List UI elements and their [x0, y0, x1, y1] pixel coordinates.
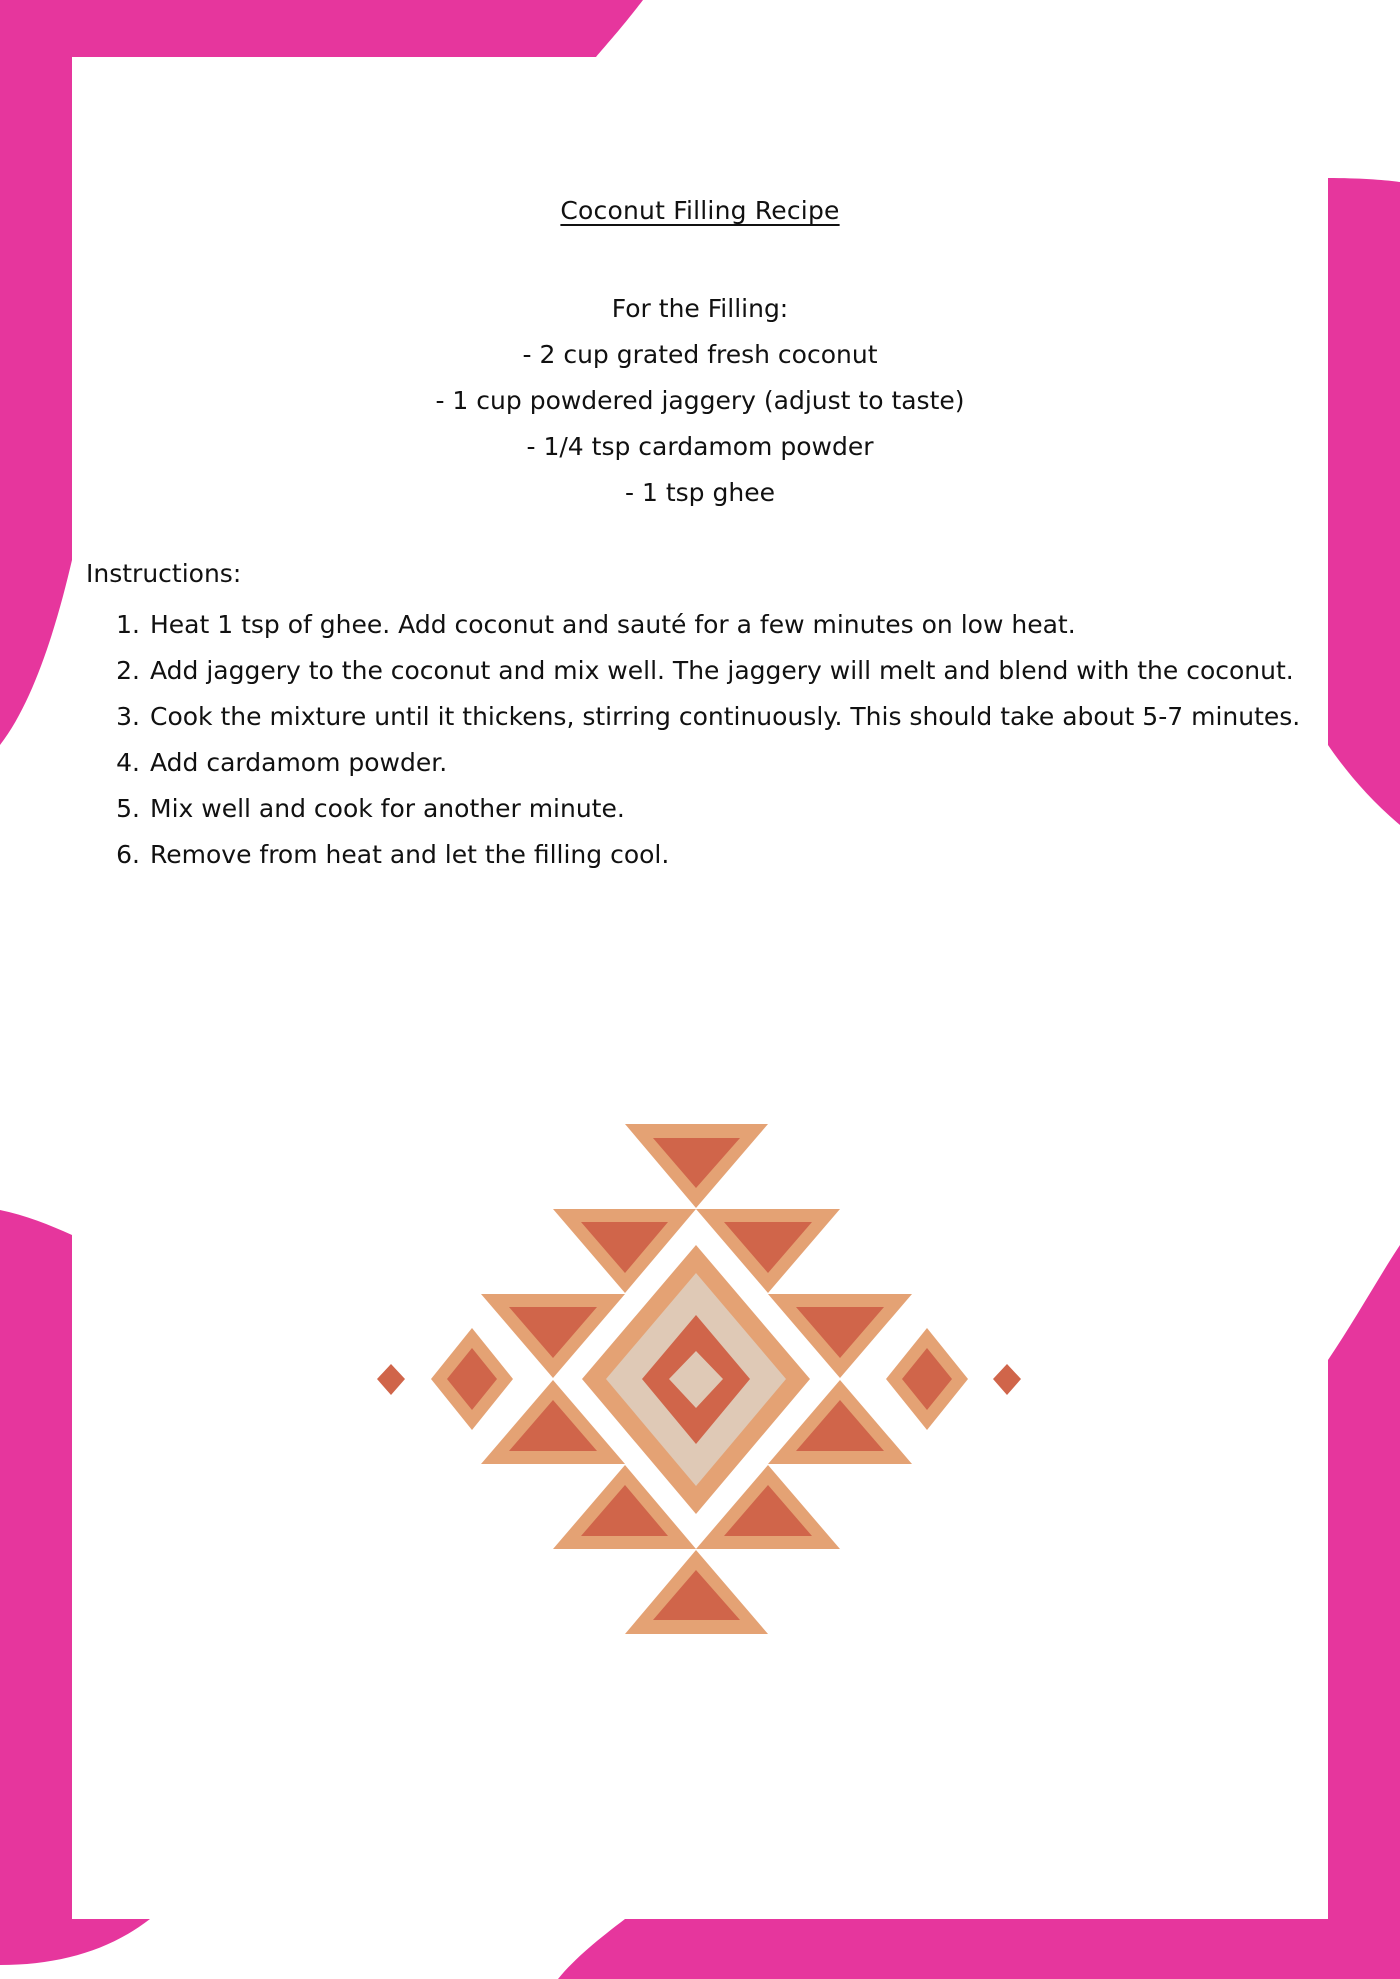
filling-heading: For the Filling: [611, 294, 789, 323]
instructions-list [110, 602, 1300, 878]
instruction-step [110, 740, 1300, 786]
instruction-step [110, 786, 1300, 832]
ingredient-item: - 1 cup powdered jaggery (adjust to taste) [435, 386, 965, 415]
step-text: Remove from heat and let the filling cool. [150, 840, 670, 869]
instruction-step [110, 602, 1300, 648]
motif-end-diamond-right [993, 1364, 1021, 1395]
step-number: 4. [116, 748, 140, 777]
instruction-step [110, 648, 1300, 694]
instruction-step [110, 832, 1300, 878]
step-number: 2. [116, 656, 140, 685]
step-text: Heat 1 tsp of ghee. Add coconut and sauté for a few minutes on low heat. [150, 610, 1076, 639]
step-number: 3. [116, 702, 140, 731]
page-title: Coconut Filling Recipe [560, 196, 840, 225]
step-number: 5. [116, 794, 140, 823]
step-text: Add jaggery to the coconut and mix well. The jaggery will melt and blend with the coconut. [150, 656, 1294, 685]
step-text: Add cardamom powder. [150, 748, 448, 777]
ingredient-item: - 2 cup grated fresh coconut [522, 340, 878, 369]
step-number: 6. [116, 840, 140, 869]
ingredient-item: - 1/4 tsp cardamom powder [526, 432, 874, 461]
frame-blob-right-top [1328, 178, 1400, 825]
aztec-diamond-motif-icon [370, 1118, 1030, 1638]
instructions-heading: Instructions: [86, 559, 242, 588]
step-number: 1. [116, 610, 140, 639]
ingredient-item: - 1 tsp ghee [625, 478, 775, 507]
instruction-step [110, 694, 1300, 740]
filling-section [72, 286, 1328, 516]
motif-end-diamond-left [377, 1364, 405, 1395]
step-text: Cook the mixture until it thickens, stirring continuously. This should take about 5-7 minutes. [150, 702, 1301, 731]
step-text: Mix well and cook for another minute. [150, 794, 625, 823]
